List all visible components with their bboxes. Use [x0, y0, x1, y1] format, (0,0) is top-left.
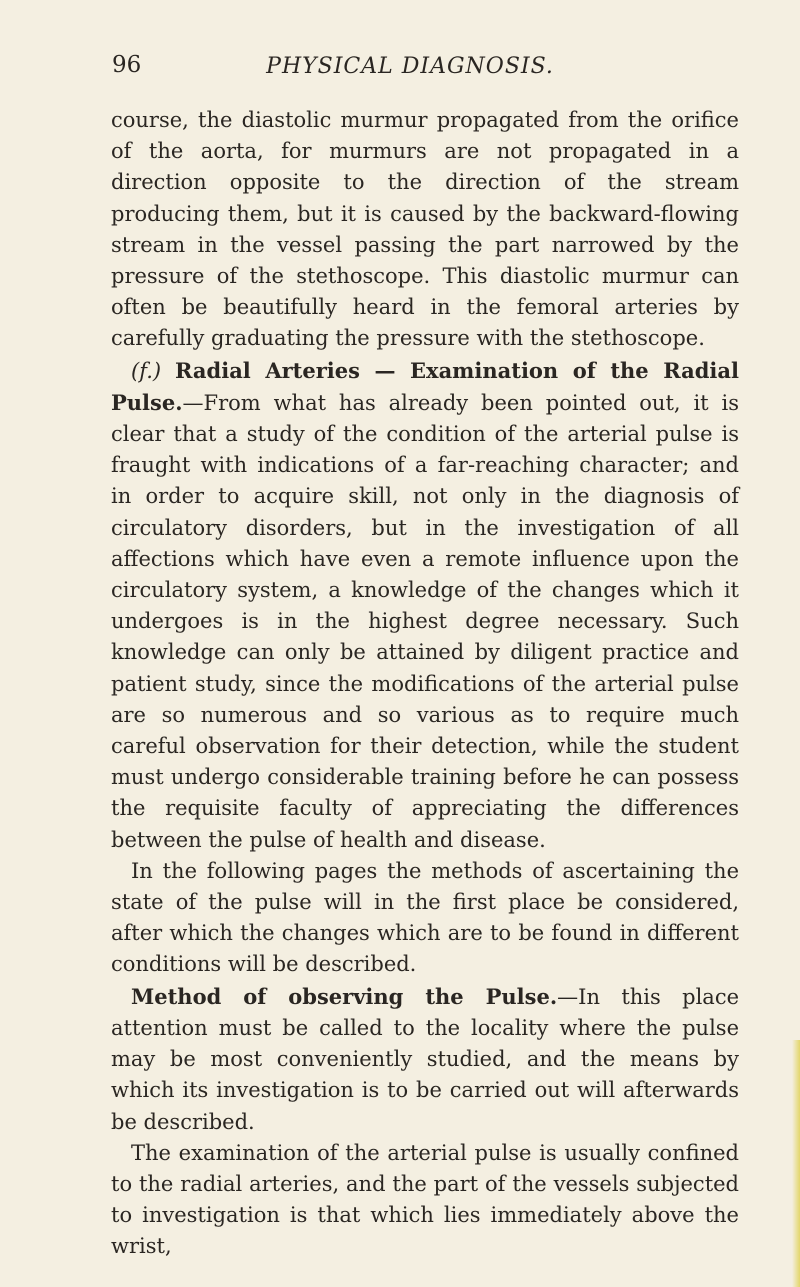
paragraph-text: The examination of the arterial pulse is usually confined to the radial arteries, and the part of the vessels subjected to investigation is that which lies immediately above the wrist,	[111, 1140, 739, 1259]
paragraph-examination	[111, 1138, 739, 1263]
page-edge	[792, 1040, 800, 1287]
paragraph-continuation	[111, 105, 739, 355]
page-header	[0, 52, 800, 92]
section-heading: Method of observing the Pulse.	[131, 983, 558, 1009]
paragraph-text: course, the diastolic murmur propagated from the orifice of the aorta, for murmurs are not propagated in a direction opposite to the direction of the stream producing them, but it is caused by the backward-flowing stream in the vessel passing the part narrowed by the pressure of the stethoscope. This diastolic murmur can often be beautifully heard in the femoral arteries by carefully graduating the pressure with the stethoscope.	[111, 108, 739, 351]
paragraph-method	[111, 981, 739, 1138]
paragraph-radial-arteries	[111, 355, 739, 856]
page-number: 96	[112, 52, 142, 78]
section-heading: Radial Arteries — Examination of the Radial Pulse.	[111, 357, 739, 415]
paragraph-text: In the following pages the methods of ascertaining the state of the pulse will in the first place be considered, after which the changes which are to be found in different conditions will be described.	[111, 858, 739, 977]
body-text	[111, 105, 739, 1263]
paragraph-text: —In this place attention must be called to the locality where the pulse may be most conveniently studied, and the means by which its investigation is to be carried out will afterwards be described.	[111, 984, 740, 1134]
running-title: PHYSICAL DIAGNOSIS.	[266, 54, 554, 79]
paragraph-text: —From what has already been pointed out, it is clear that a study of the condition of the arterial pulse is fraught with indications of a far-reaching character; and in order to acquire skill, not only in the diagnosis of circulatory disorders, but in the investigation of all affections which have even a remote influence upon the circulatory system, a knowledge of the changes which it undergoes is in the highest degree necessary. Such knowledge can only be attained by diligent practice and patient study, since the modifications of the arterial pulse are so numerous and so various as to require much careful observation for their detection, while the student must undergo considerable training before he can possess the requisite faculty of appreciating the differences between the pulse of health and disease.	[111, 390, 739, 852]
paragraph-following-pages	[111, 856, 739, 981]
section-label: (f.)	[131, 358, 162, 383]
